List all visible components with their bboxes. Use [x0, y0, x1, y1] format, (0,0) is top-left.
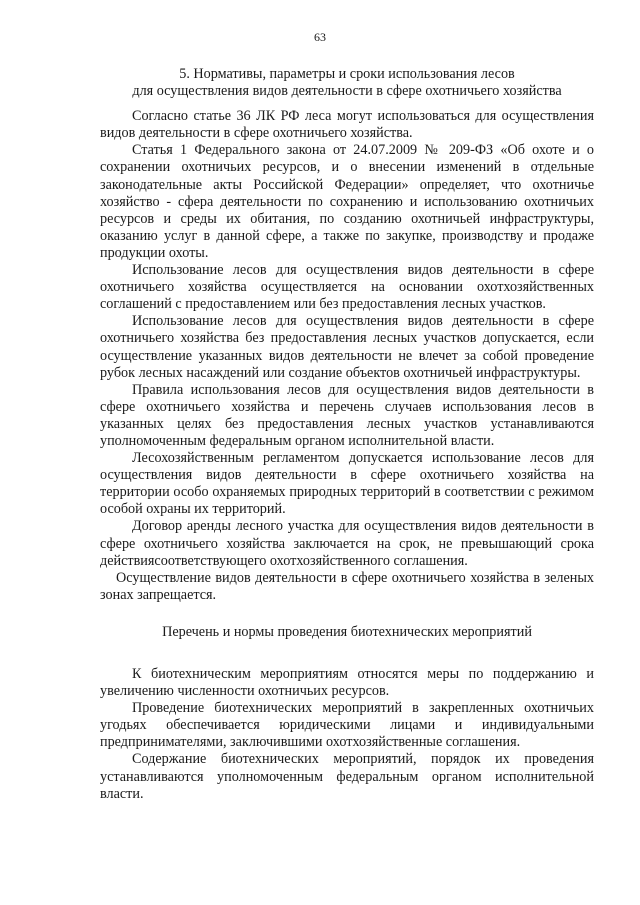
paragraph-protected-areas: Лесохозяйственным регламентом допускается использование лесов для осуществления видов деятельности в сфере охотничьего хозяйства на территории особо охраняемых природных территорий в соответствии с режимом особой охраны их территорий.: [100, 450, 594, 518]
page-content: [100, 66, 594, 803]
paragraph-federal-law: Статья 1 Федерального закона от 24.07.2009 № 209-ФЗ «Об охоте и о сохранении охотничьих ресурсов, и о внесении изменений в отдельные законодательные акты Российской Федерации» определяет, что охотничье хозяйство - сфера деятельности по сохранению и использованию охотничьих ресурсов и среды их обитания, по созданию охотничьей инфраструктуры, оказанию услуг в данной сфере, а также по закупке, производству и продаже продукции охоты.: [100, 142, 594, 261]
subsection-heading: Перечень и нормы проведения биотехнических мероприятий: [162, 623, 532, 640]
paragraph-biotech-conduct: Проведение биотехнических мероприятий в закрепленных охотничьих угодьях обеспечивается юридическими лицами и индивидуальными предпринимателями, заключившими охотхозяйственные соглашения.: [100, 700, 594, 751]
paragraph-lease-term: Договор аренды лесного участка для осуществления видов деятельности в сфере охотничьего хозяйства заключается на срок, не превышающий срока действиясоответствующего охотхозяйственного соглашения.: [100, 518, 594, 569]
section-heading-line-2: для осуществления видов деятельности в сфере охотничьего хозяйства: [132, 83, 562, 100]
paragraph-green-zones: Осуществление видов деятельности в сфере охотничьего хозяйства в зеленых зонах запрещается.: [100, 569, 594, 603]
page-number: 63: [314, 30, 326, 44]
section-heading: [100, 66, 594, 100]
paragraph-hunting-agreements: Использование лесов для осуществления видов деятельности в сфере охотничьего хозяйства осуществляется на основании охотхозяйственных соглашений с предоставлением или без предоставления лесных участков.: [100, 262, 594, 313]
section-heading-line-1: 5. Нормативы, параметры и сроки использования лесов: [179, 66, 515, 82]
paragraph-biotech-definition: К биотехническим мероприятиям относятся меры по поддержанию и увеличению численности охотничьих ресурсов.: [100, 666, 594, 700]
paragraph-article-36: Согласно статье 36 ЛК РФ леса могут использоваться для осуществления видов деятельности в сфере охотничьего хозяйства.: [100, 108, 594, 142]
paragraph-without-plots: Использование лесов для осуществления видов деятельности в сфере охотничьего хозяйства без предоставления лесных участков допускается, если осуществление указанных видов деятельности не влечет за собой проведение рубок лесных насаждений или создание объектов охотничьей инфраструктуры.: [100, 313, 594, 381]
paragraph-biotech-content: Содержание биотехнических мероприятий, порядок их проведения устанавливаются уполномоченным федеральным органом исполнительной власти.: [100, 751, 594, 802]
paragraph-rules: Правила использования лесов для осуществления видов деятельности в сфере охотничьего хозяйства и перечень случаев использования лесов в указанных целях без предоставления лесных участков устанавливаются уполномоченным федеральным органом исполнительной власти.: [100, 381, 594, 449]
spacer: [100, 100, 594, 108]
